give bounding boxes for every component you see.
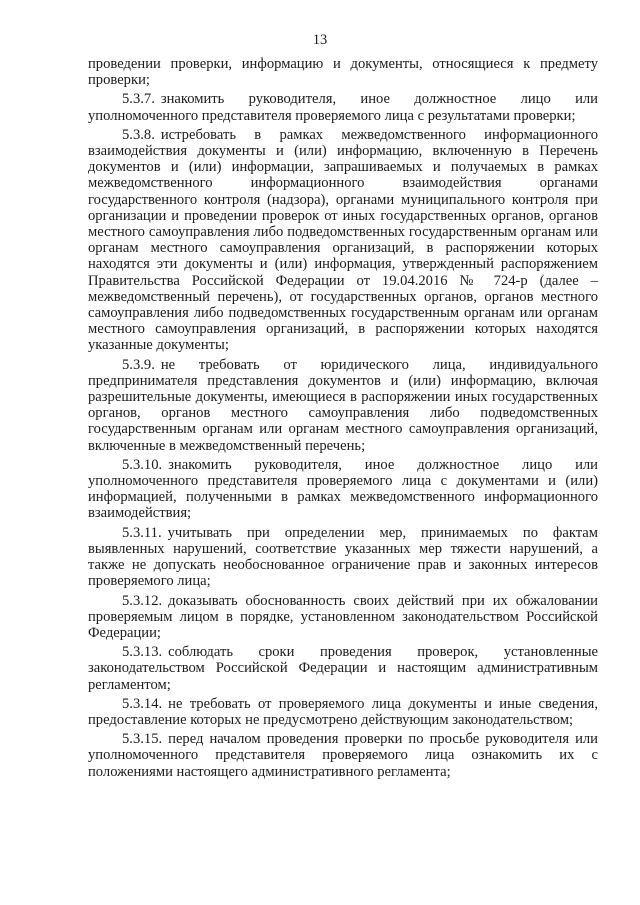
paragraph-5-3-13 <box>88 644 598 693</box>
clause-number: 5.3.11. <box>122 524 162 541</box>
paragraph-5-3-12 <box>88 593 598 642</box>
paragraph-text: учитывать при определении мер, принимаемых по фактам выявленных нарушений, соответствие указанных мер тяжести нарушений, а также не допускать необоснованное ограничение прав и законных интересов проверяемого лица; <box>88 524 598 590</box>
paragraph-text: перед началом проведения проверки по просьбе руководителя или уполномоченного представителя проверяемого лица ознакомить их с положениями настоящего административного регламента; <box>88 731 598 780</box>
clause-number: 5.3.13. <box>122 644 163 661</box>
paragraph-5-3-15 <box>88 731 598 780</box>
document-body <box>88 56 598 783</box>
paragraph-text: соблюдать сроки проведения проверок, установленные законодательством Российской Федерации и настоящим административным регламентом; <box>88 644 598 693</box>
paragraph-text: доказывать обоснованность своих действий при их обжаловании проверяемым лицом в порядке, установленном законодательством Российской Федерации; <box>88 592 598 641</box>
paragraph-5-3-9 <box>88 357 598 454</box>
clause-number: 5.3.8. <box>122 126 155 143</box>
page-number: 13 <box>312 32 328 48</box>
paragraph-5-3-8 <box>88 127 598 354</box>
clause-number: 5.3.10. <box>122 456 163 473</box>
paragraph-5-3-11 <box>88 525 598 590</box>
paragraph-text: проведении проверки, информацию и документы, относящиеся к предмету проверки; <box>88 56 598 89</box>
clause-number: 5.3.14. <box>122 695 163 712</box>
paragraph-continuation <box>88 56 598 88</box>
paragraph-text: не требовать от юридического лица, индивидуального предпринимателя представления документов и (или) информацию, включая разрешительные документы, имеющиеся в распоряжении иных государственных органов, органов местного самоуправления либо подведомственных государственным органам или органам местного самоуправления организаций, включенные в межведомственный перечень; <box>88 356 598 454</box>
clause-number: 5.3.7. <box>122 91 155 108</box>
paragraph-text: истребовать в рамках межведомственного информационного взаимодействия документы и (или) информацию, включенную в Перечень документов и (или) информации, запрашиваемых и получаемых в рамках межведомственного информационного взаимодействия органами государственного контроля (надзора), органами муниципального контроля при организации и проведении проверок от иных государственных органов, органов местного самоуправления либо подведомственных государственным органам или органам местного самоуправления организаций, в распоряжении которых находятся эти документы и (или) информация, утвержденный распоряжением Правительства Российской Федерации от 19.04.2016 № 724-р (далее –межведомственный перечень), от государственных органов, органов местного самоуправления либо подведомственных государственным органам или органам местного самоуправления организаций, в распоряжении которых находятся указанные документы; <box>88 126 598 354</box>
paragraph-5-3-14 <box>88 696 598 728</box>
paragraph-5-3-7 <box>88 91 598 123</box>
paragraph-5-3-10 <box>88 457 598 522</box>
paragraph-text: знакомить руководителя, иное должностное лицо или уполномоченного представителя проверяемого лица с документами и (или) информацией, полученными в рамках межведомственного информационного взаимодействия; <box>88 456 598 522</box>
paragraph-text: знакомить руководителя, иное должностное лицо или уполномоченного представителя проверяемого лица с результатами проверки; <box>88 91 598 124</box>
paragraph-text: не требовать от проверяемого лица документы и иные сведения, предоставление которых не предусмотрено действующим законодательством; <box>88 695 598 728</box>
clause-number: 5.3.9. <box>122 356 155 373</box>
clause-number: 5.3.15. <box>122 731 163 748</box>
clause-number: 5.3.12. <box>122 592 163 609</box>
